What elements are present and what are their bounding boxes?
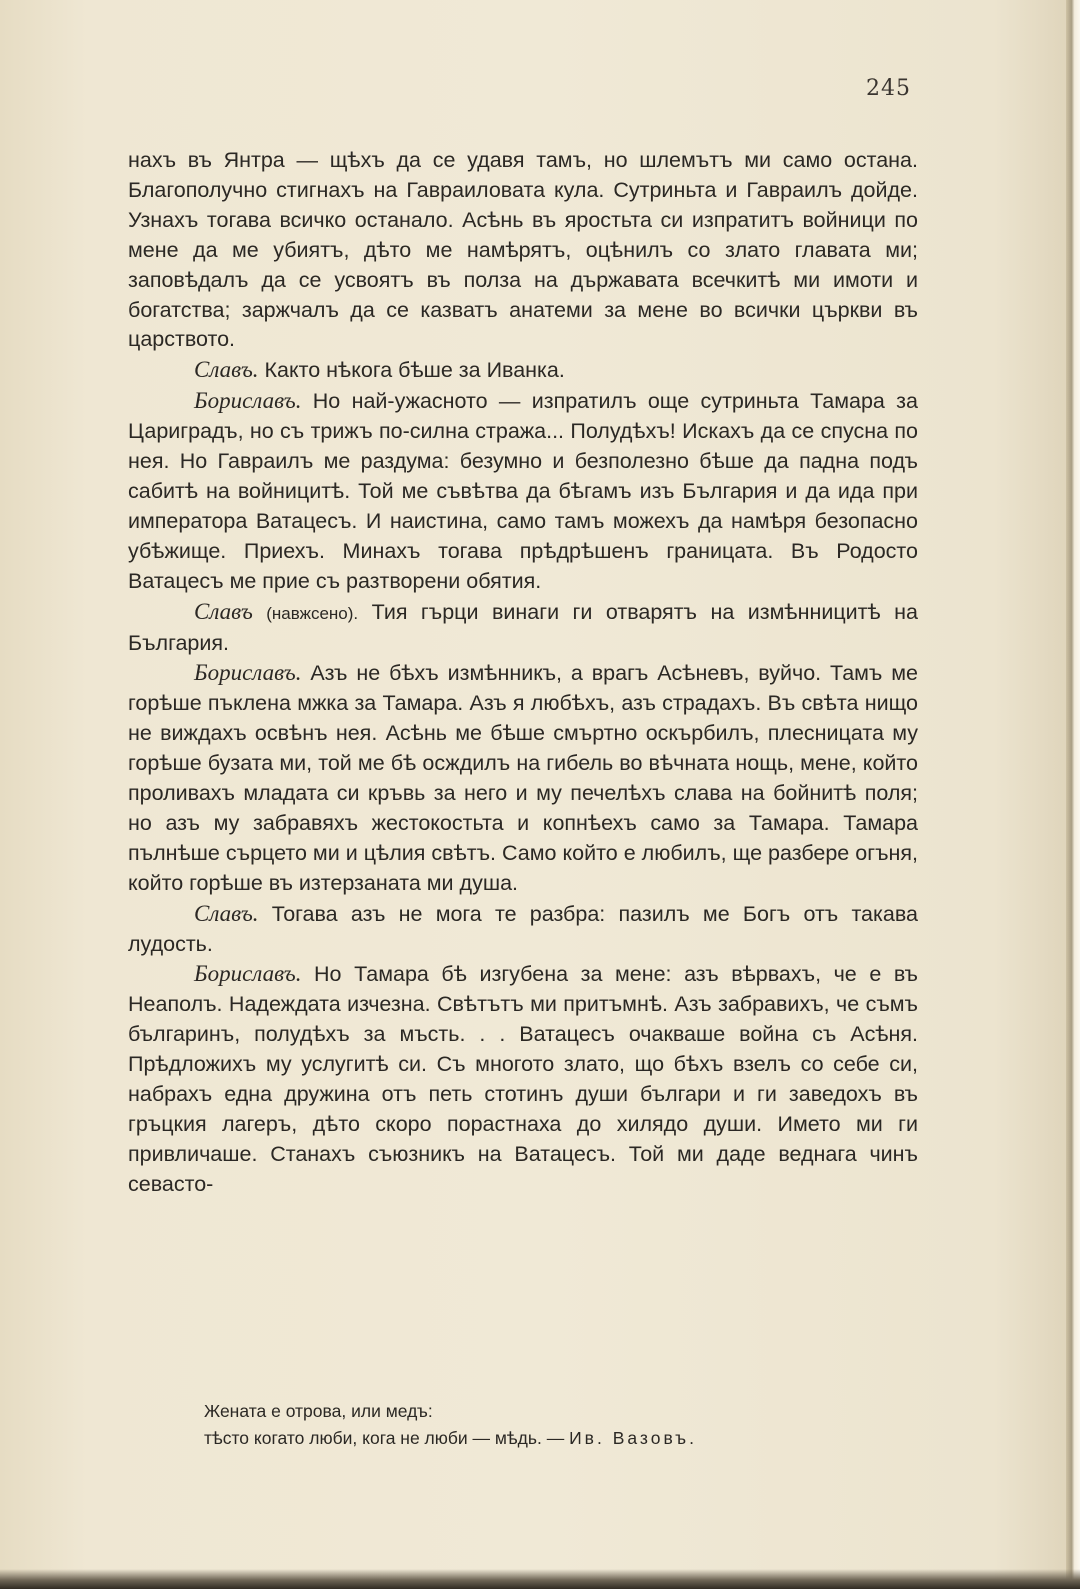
paragraph-text: нахъ въ Янтра — щѣхъ да се удавя тамъ, но шлемътъ ми само остана. Благополучно стигнахъ на Гавраиловата кула. Сутриньта и Гавраилъ дойде. Узнахъ тогава всичко останало. Асѣнь въ яростьта си изпратитъ войници по мене да ме убиятъ, дѣто ме намѣрятъ, оцѣнилъ со злато главата ми; заповѣдалъ да се усвоятъ въ полза на държавата всечкитѣ ми имоти и богатства; заржчалъ да се казватъ анатеми за мене во всички църкви въ царството. bbox=[128, 148, 918, 352]
dialogue-paragraph bbox=[128, 355, 918, 386]
page-number: 245 bbox=[866, 76, 911, 101]
paragraph-text: Тогава азъ не мога те разбра: пазилъ ме Богъ отъ такава лудость. bbox=[128, 901, 918, 956]
paragraph-continuation bbox=[128, 146, 918, 355]
dialogue-paragraph bbox=[128, 899, 918, 960]
speaker-name: Славъ. bbox=[194, 900, 259, 926]
speaker-name: Славъ bbox=[194, 598, 253, 624]
paragraph-text: Но Тамара бѣ изгубена за мене: азъ вѣрвахъ, че е въ Неаполъ. Надеждата изчезна. Свѣтътъ ми притъмнѣ. Азъ забравихъ, че съмъ българинъ, полудѣхъ за мъсть. . . Ватацесъ очакваше война съ Асѣня. Прѣдложихъ му услугитѣ си. Съ многото злато, що бѣхъ взелъ со себе си, набрахъ една дружина отъ петь стотинъ души българи и ги заведохъ въ гръцкия лагеръ, дѣто скоро порастнаха до хилядо души. Името ми ги привличаше. Станахъ съюзникъ на Ватацесъ. Той ми даде веднага чинъ севасто- bbox=[128, 962, 918, 1196]
dialogue-paragraph bbox=[128, 386, 918, 596]
epigraph-author: Ив. Вазовъ. bbox=[569, 1428, 697, 1448]
speaker-name: Бориславъ. bbox=[194, 961, 302, 987]
paragraph-text: Но най-ужасното — изпратилъ още сутриньта Тамара за Цариградъ, но съ трижъ по-силна стража... Полудѣхъ! Искахъ да се спусна по нея. Но Гавраилъ ме раздума: безумно и безполезно бѣше да падна подъ сабитѣ на войницитѣ. Той ме съвѣтва да бѣгамъ изъ България и да ида при императора Ватацесъ. И наистина, само тамъ можехъ да намѣря безопасно убѣжище. Приехъ. Минахъ тогава прѣдрѣшенъ границата. Въ Родосто Ватацесъ ме прие съ разтворени обятия. bbox=[128, 389, 918, 593]
page-binding-edge bbox=[1066, 0, 1080, 1589]
speaker-name: Славъ. bbox=[194, 357, 259, 383]
footnote-epigraph bbox=[204, 1398, 924, 1452]
dialogue-paragraph bbox=[128, 959, 918, 1199]
epigraph-text: тѣсто когато люби, кога не люби — мѣдь. — bbox=[204, 1428, 565, 1448]
epigraph-line: Жената е отрова, или медъ: bbox=[204, 1401, 433, 1421]
paragraph-text: Тия гърци винаги ги отварятъ на измѣнницитѣ на България. bbox=[128, 599, 918, 655]
paragraph-text: Както нѣкога бѣше за Иванка. bbox=[264, 358, 565, 383]
epigraph-line bbox=[204, 1425, 924, 1452]
speaker-name: Бориславъ. bbox=[194, 660, 302, 686]
paragraph-text: Азъ не бѣхъ измѣнникъ, а врагъ Асѣневъ, вуйчо. Тамъ ме горѣше пъклена мжка за Тамара. Азъ я любѣхъ, азъ страдахъ. Въ свѣта нищо не виждахъ освѣнъ нея. Асѣнь ме бѣше смъртно оскърбилъ, плесницата му горѣше бузата ми, той ме бѣ осждилъ на гибель во вѣчната нощь, мене, който проливахъ младата си кръвь за него и му печелѣхъ слава на бойнитѣ поля; но азъ му забравяхъ жестокостьта и копнѣехъ само за Тамара. Тамара пълнѣше сърцето ми и цѣлия свѣтъ. Само който е любилъ, ще разбере огъня, който горѣше въ изтерзаната ми душа. bbox=[128, 661, 918, 895]
dialogue-paragraph bbox=[128, 658, 918, 898]
main-text bbox=[128, 146, 918, 1200]
speaker-name: Бориславъ. bbox=[194, 388, 302, 414]
page-bottom-shadow bbox=[0, 1569, 1080, 1589]
dialogue-paragraph bbox=[128, 597, 918, 659]
stage-direction: (навжсено). bbox=[266, 603, 359, 623]
